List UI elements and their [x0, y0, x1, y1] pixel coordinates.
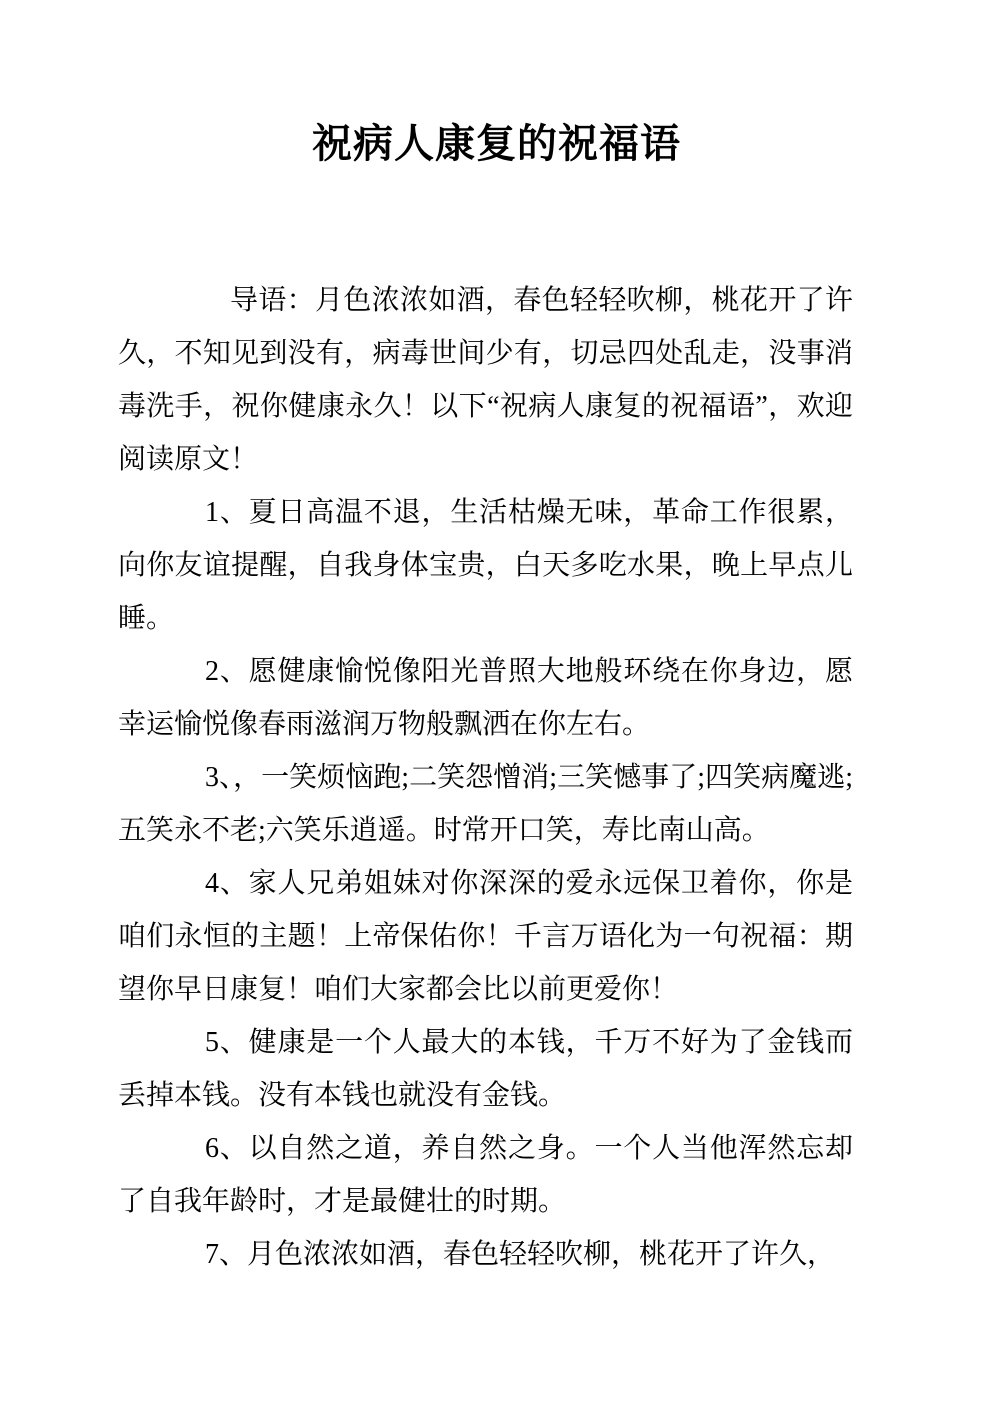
doc-paragraph-4: 4、家人兄弟姐妹对你深深的爱永远保卫着你，你是咱们永恒的主题！上帝保佑你！千言万语化为一句祝福：期望你早日康复！咱们大家都会比以前更爱你！ [118, 868, 853, 1005]
document-body [118, 274, 853, 1281]
doc-paragraph-2: 2、愿健康愉悦像阳光普照大地般环绕在你身边，愿幸运愉悦像春雨滋润万物般飘洒在你左右。 [118, 656, 853, 740]
page-title: 祝病人康复的祝福语 [312, 121, 681, 166]
doc-paragraph-5: 5、健康是一个人最大的本钱，千万不好为了金钱而丢掉本钱。没有本钱也就没有金钱。 [118, 1027, 853, 1111]
doc-paragraph-1: 1、夏日高温不退，生活枯燥无味，革命工作很累，向你友谊提醒，自我身体宝贵，白天多吃水果，晚上早点儿睡。 [118, 497, 853, 634]
doc-paragraph-6: 6、以自然之道，养自然之身。一个人当他浑然忘却了自我年龄时，才是最健壮的时期。 [118, 1133, 853, 1217]
doc-paragraph-intro: 导语：月色浓浓如酒，春色轻轻吹柳，桃花开了许久，不知见到没有，病毒世间少有，切忌四处乱走，没事消毒洗手，祝你健康永久！以下“祝病人康复的祝福语”，欢迎阅读原文！ [118, 285, 853, 475]
doc-paragraph-7: 7、月色浓浓如酒，春色轻轻吹柳，桃花开了许久， [205, 1239, 836, 1270]
doc-paragraph-3: 3、，一笑烦恼跑;二笑怨憎消;三笑憾事了;四笑病魔逃;五笑永不老;六笑乐逍遥。时常开口笑，寿比南山高。 [118, 762, 853, 846]
